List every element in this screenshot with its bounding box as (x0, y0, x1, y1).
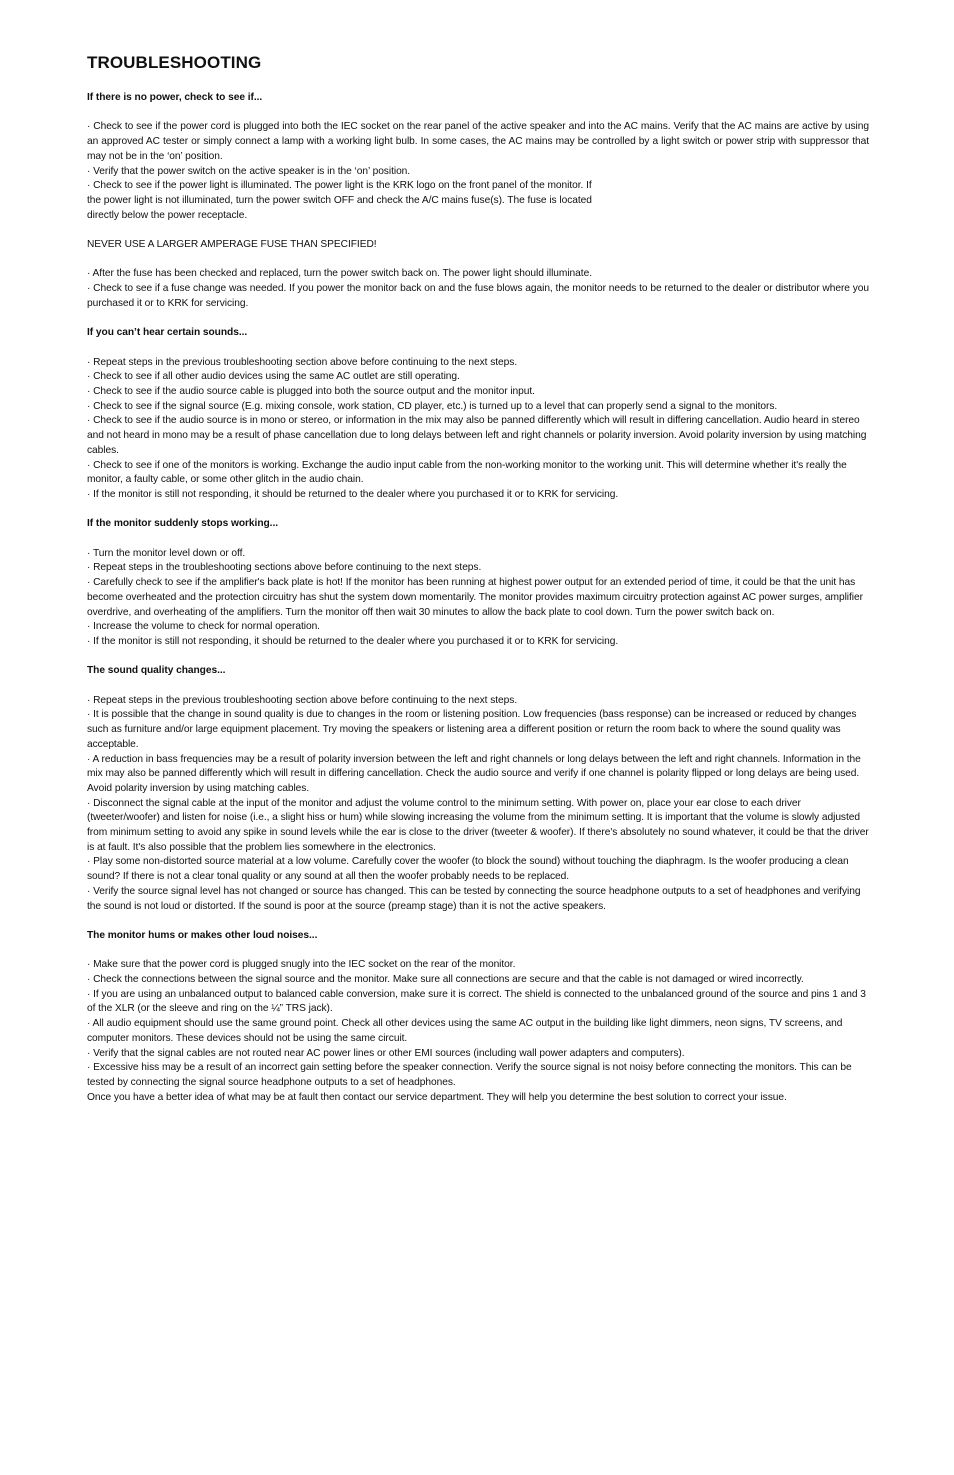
paragraph: · Check to see if the audio source is in mono or stereo, or information in the mix may also be panned differently which will result in differing cancellation. Audio heard in stereo and not heard in mono may be a result of phase cancellation due to long delays between left and right channels or polarity inversion. Avoid polarity inversion by using matching cables. (87, 415, 867, 456)
paragraph: · Verify that the signal cables are not routed near AC power lines or other EMI sources (including wall power adapters and computers). (87, 1047, 685, 1059)
paragraph: · If the monitor is still not responding, it should be returned to the dealer where you purchased it or to KRK for servicing. (87, 635, 619, 647)
document-page (87, 52, 869, 1105)
paragraph: · It is possible that the change in sound quality is due to changes in the room or listening position. Low frequencies (bass response) can be increased or reduced by changes such as furniture and/or large equipment placement. Try moving the speakers or listening area a different position or return the room back to where the sound quality was acceptable. (87, 709, 857, 750)
paragraph: · Check to see if the audio source cable is plugged into both the source output and the monitor input. (87, 385, 535, 397)
paragraph: · Check to see if all other audio devices using the same AC outlet are still operating. (87, 371, 460, 383)
paragraph: the power light is not illuminated, turn the power switch OFF and check the A/C mains fuse(s). The fuse is located (87, 194, 592, 206)
paragraph: · Make sure that the power cord is plugged snugly into the IEC socket on the rear of the monitor. (87, 959, 516, 971)
paragraph: · All audio equipment should use the same ground point. Check all other devices using the same AC output in the building like light dimmers, neon signs, TV screens, and computer monitors. These devices should not be using the same circuit. (87, 1018, 843, 1044)
paragraph: directly below the power receptacle. (87, 209, 248, 221)
section-cant-hear (87, 326, 869, 502)
section-heading: The monitor hums or makes other loud noises... (87, 929, 318, 941)
paragraph: · After the fuse has been checked and replaced, turn the power switch back on. The power light should illuminate. (87, 268, 592, 280)
paragraph: · Check to see if a fuse change was needed. If you power the monitor back on and the fuse blows again, the monitor needs to be returned to the dealer or distributor where you purchased it or to KRK for servicing. (87, 283, 869, 309)
paragraph: · Check to see if the power cord is plugged into both the IEC socket on the rear panel of the active speaker and into the AC mains. Verify that the AC mains are active by using an approved AC tester or simply connect a lamp with a working light bulb. In some cases, the AC mains may be controlled by a light switch or power strip with suppressor that may not be in the ‘on’ position. (87, 121, 869, 162)
section-no-power (87, 91, 869, 312)
paragraph: · Carefully check to see if the amplifier's back plate is hot! If the monitor has been running at highest power output for an extended period of time, it could be that the unit has become overheated and the protection circuitry has shut the system down momentarily. The monitor provides maximum circuitry protection against AC power surges, amplifier overdrive, and overheating of the amplifiers. Turn the monitor off then wait 30 minutes to allow the back plate to cool down. Turn the power switch back on. (87, 577, 863, 618)
page-title: TROUBLESHOOTING (87, 53, 262, 72)
paragraph: · Check the connections between the signal source and the monitor. Make sure all connections are secure and that the cable is not damaged or wired incorrectly. (87, 974, 804, 986)
warning-text: NEVER USE A LARGER AMPERAGE FUSE THAN SPECIFIED! (87, 239, 377, 250)
section-heading: If you can’t hear certain sounds... (87, 327, 248, 339)
paragraph: · Turn the monitor level down or off. (87, 547, 246, 559)
section-heading: If the monitor suddenly stops working... (87, 518, 279, 530)
paragraph: · Verify that the power switch on the active speaker is in the ‘on’ position. (87, 165, 411, 177)
paragraph: · Increase the volume to check for normal operation. (87, 621, 320, 633)
section-hums-noises (87, 929, 869, 1105)
paragraph: · If the monitor is still not responding, it should be returned to the dealer where you purchased it or to KRK for servicing. (87, 488, 619, 500)
paragraph: · Verify the source signal level has not changed or source has changed. This can be tested by connecting the source headphone outputs to a set of headphones and verifying the sound is not loud or distorted. If the sound is poor at the source (preamp stage) than it is not the active speakers. (87, 885, 861, 912)
paragraph: · Disconnect the signal cable at the input of the monitor and adjust the volume control to the minimum setting. With power on, place your ear close to each driver (tweeter/woofer) and listen for noise (i.e., a slight hiss or hum) while slowing increasing the volume from the minimum setting. It is important that the volume is slowly adjusted from minimum setting to avoid any spike in sound levels while the ear is close to the driver (tweeter & woofer). If there's absolutely no sound whatever, it could be that the driver is at fault. It's also possible that the problem lies somewhere in the electronics. (87, 797, 869, 853)
paragraph: · Repeat steps in the previous troubleshooting section above before continuing to the next steps. (87, 356, 518, 368)
paragraph: · Check to see if one of the monitors is working. Exchange the audio input cable from the non-working monitor to the working unit. This will determine whether it's really the monitor, a faulty cable, or some other glitch in the audio chain. (87, 459, 847, 486)
paragraph: · A reduction in bass frequencies may be a result of polarity inversion between the left and right channels or long delays between the left and right channels. Information in the mix may also be panned differently which will result in differing cancellation. Check the audio source and verify if one channel is polarity flipped or long delays are being used. Avoid polarity inversion by using matching cables. (87, 753, 861, 794)
paragraph: · Check to see if the signal source (E.g. mixing console, work station, CD player, etc.) is turned up to a level that can properly send a signal to the monitors. (87, 400, 778, 412)
closing-paragraph: Once you have a better idea of what may be at fault then contact our service department. They will help you determine the best solution to correct your issue. (87, 1091, 787, 1103)
paragraph: · Repeat steps in the previous troubleshooting section above before continuing to the next steps. (87, 694, 518, 706)
section-sound-quality (87, 664, 869, 914)
section-heading: If there is no power, check to see if... (87, 92, 263, 103)
section-stops-working (87, 517, 869, 649)
section-heading: The sound quality changes... (87, 665, 226, 677)
paragraph: · Excessive hiss may be a result of an incorrect gain setting before the speaker connection. Verify the source signal is not noisy before connecting the monitors. This can be tested by connecting the signal source headphone outputs to a set of headphones. (87, 1062, 852, 1088)
paragraph: · Repeat steps in the troubleshooting sections above before continuing to the next steps. (87, 562, 482, 574)
paragraph: · Play some non-distorted source material at a low volume. Carefully cover the woofer (to block the sound) without touching the diaphragm. Is the woofer producing a clean sound? If there is not a clear tonal quality or any sound at all then the woofer probably needs to be replaced. (87, 856, 849, 883)
paragraph: · Check to see if the power light is illuminated. The power light is the KRK logo on the front panel of the monitor. If (87, 180, 592, 192)
paragraph: · If you are using an unbalanced output to balanced cable conversion, make sure it is correct. The shield is connected to the unbalanced ground of the source and pins 1 and 3 of the XLR (or the sleeve and ring on the ¼” TRS jack). (87, 988, 866, 1015)
